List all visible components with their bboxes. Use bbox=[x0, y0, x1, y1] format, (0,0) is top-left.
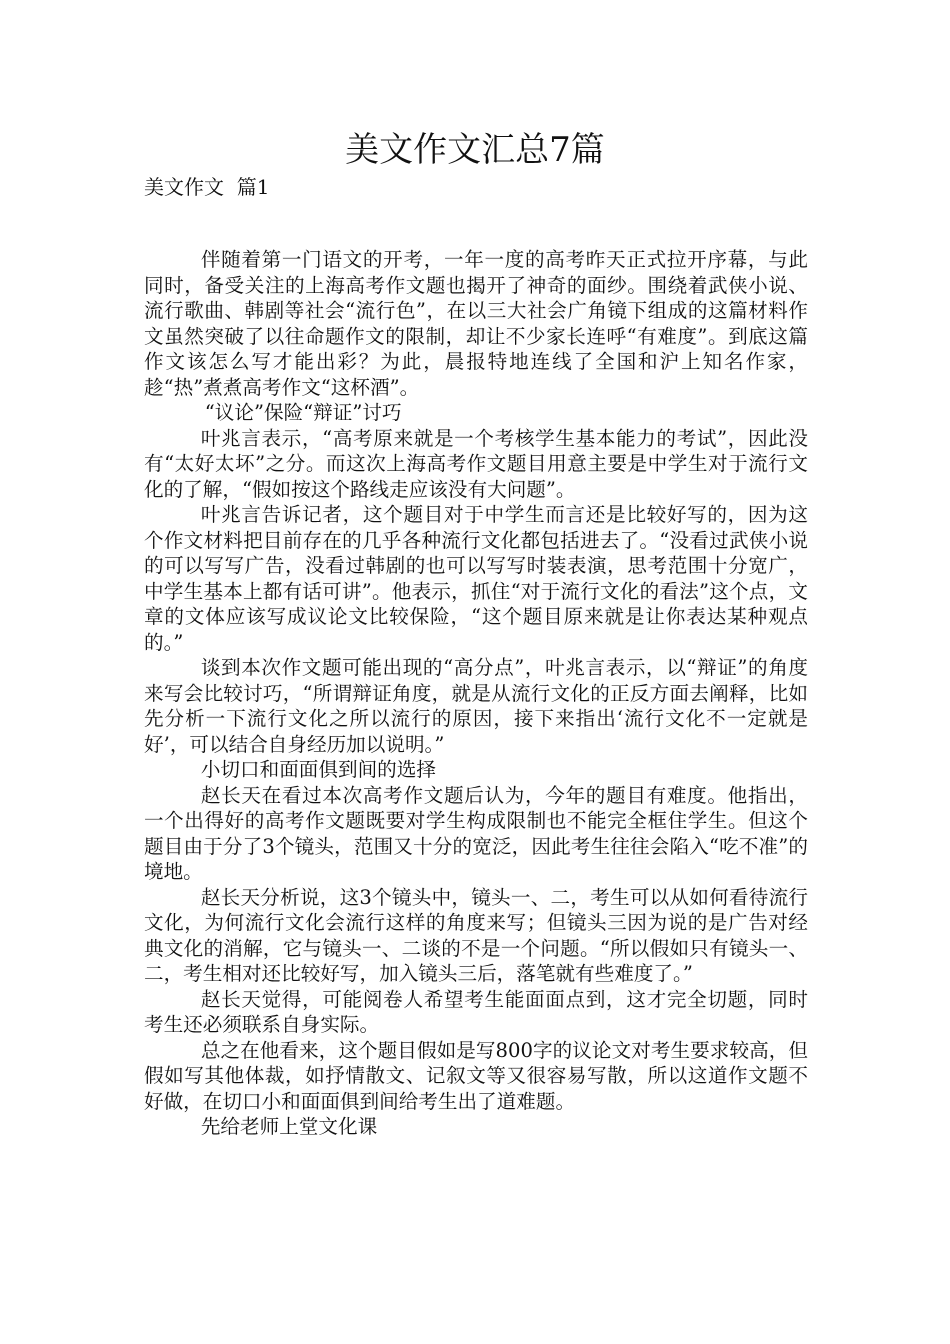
paragraph: 赵长天在看过本次高考作文题后认为，今年的题目有难度。他指出，一个出得好的高考作文题既要对学生构成限制也不能完全框住学生。但这个题目由于分了3个镜头，范围又十分的宽泛，因此考生往往会陷入“吃不准”的境地。 bbox=[144, 783, 808, 883]
paragraph: 谈到本次作文题可能出现的“高分点”，叶兆言表示，以“辩证”的角度来写会比较讨巧，“所谓辩证角度，就是从流行文化的正反方面去阐释，比如先分析一下流行文化之所以流行的原因，接下来指出‘流行文化不一定就是好’，可以结合自身经历加以说明。” bbox=[144, 656, 808, 756]
paragraph: 伴随着第一门语文的开考，一年一度的高考昨天正式拉开序幕，与此同时，备受关注的上海高考作文题也揭开了神奇的面纱。围绕着武侠小说、流行歌曲、韩剧等社会“流行色”，在以三大社会广角镜下组成的这篇材料作文虽然突破了以往命题作文的限制，却让不少家长连呼“有难度”。到底这篇作文该怎么写才能出彩？为此，晨报特地连线了全国和沪上知名作家，趁“热”煮煮高考作文“这杯酒”。 bbox=[144, 248, 808, 399]
section-heading: 先给老师上堂文化课 bbox=[200, 1115, 378, 1138]
paragraph: 赵长天觉得，可能阅卷人希望考生能面面点到，这才完全切题，同时考生还必须联系自身实际。 bbox=[144, 987, 808, 1036]
section-heading: “议论”保险“辩证”讨巧 bbox=[204, 401, 402, 424]
paragraph: 叶兆言告诉记者，这个题目对于中学生而言还是比较好写的，因为这个作文材料把目前存在的几乎各种流行文化都包括进去了。“没看过武侠小说的可以写写广告，没看过韩剧的也可以写写时装表演，思考范围十分宽广，中学生基本上都有话可讲”。他表示，抓住“对于流行文化的看法”这个点，文章的文体应该写成议论文比较保险，“这个题目原来就是让你表达某种观点的。” bbox=[144, 503, 808, 654]
paragraph: 总之在他看来，这个题目假如是写800字的议论文对考生要求较高，但假如写其他体裁，如抒情散文、记叙文等又很容易写散，所以这道作文题不好做，在切口小和面面俱到间给考生出了道难题。 bbox=[144, 1038, 808, 1113]
document-body bbox=[144, 247, 808, 1140]
document-title: 美文作文汇总7篇 bbox=[345, 130, 605, 170]
paragraph: 赵长天分析说，这3个镜头中，镜头一、二，考生可以从如何看待流行文化，为何流行文化会流行这样的角度来写；但镜头三因为说的是广告对经典文化的消解，它与镜头一、二谈的不是一个问题。“所以假如只有镜头一、二，考生相对还比较好写，加入镜头三后，落笔就有些难度了。” bbox=[144, 885, 808, 985]
section-subtitle: 美文作文 篇1 bbox=[144, 175, 270, 199]
section-heading: 小切口和面面俱到间的选择 bbox=[200, 758, 436, 781]
paragraph: 叶兆言表示，“高考原来就是一个考核学生基本能力的考试”，因此没有“太好太坏”之分。而这次上海高考作文题目用意主要是中学生对于流行文化的了解，“假如按这个路线走应该没有大问题”。 bbox=[144, 426, 808, 501]
